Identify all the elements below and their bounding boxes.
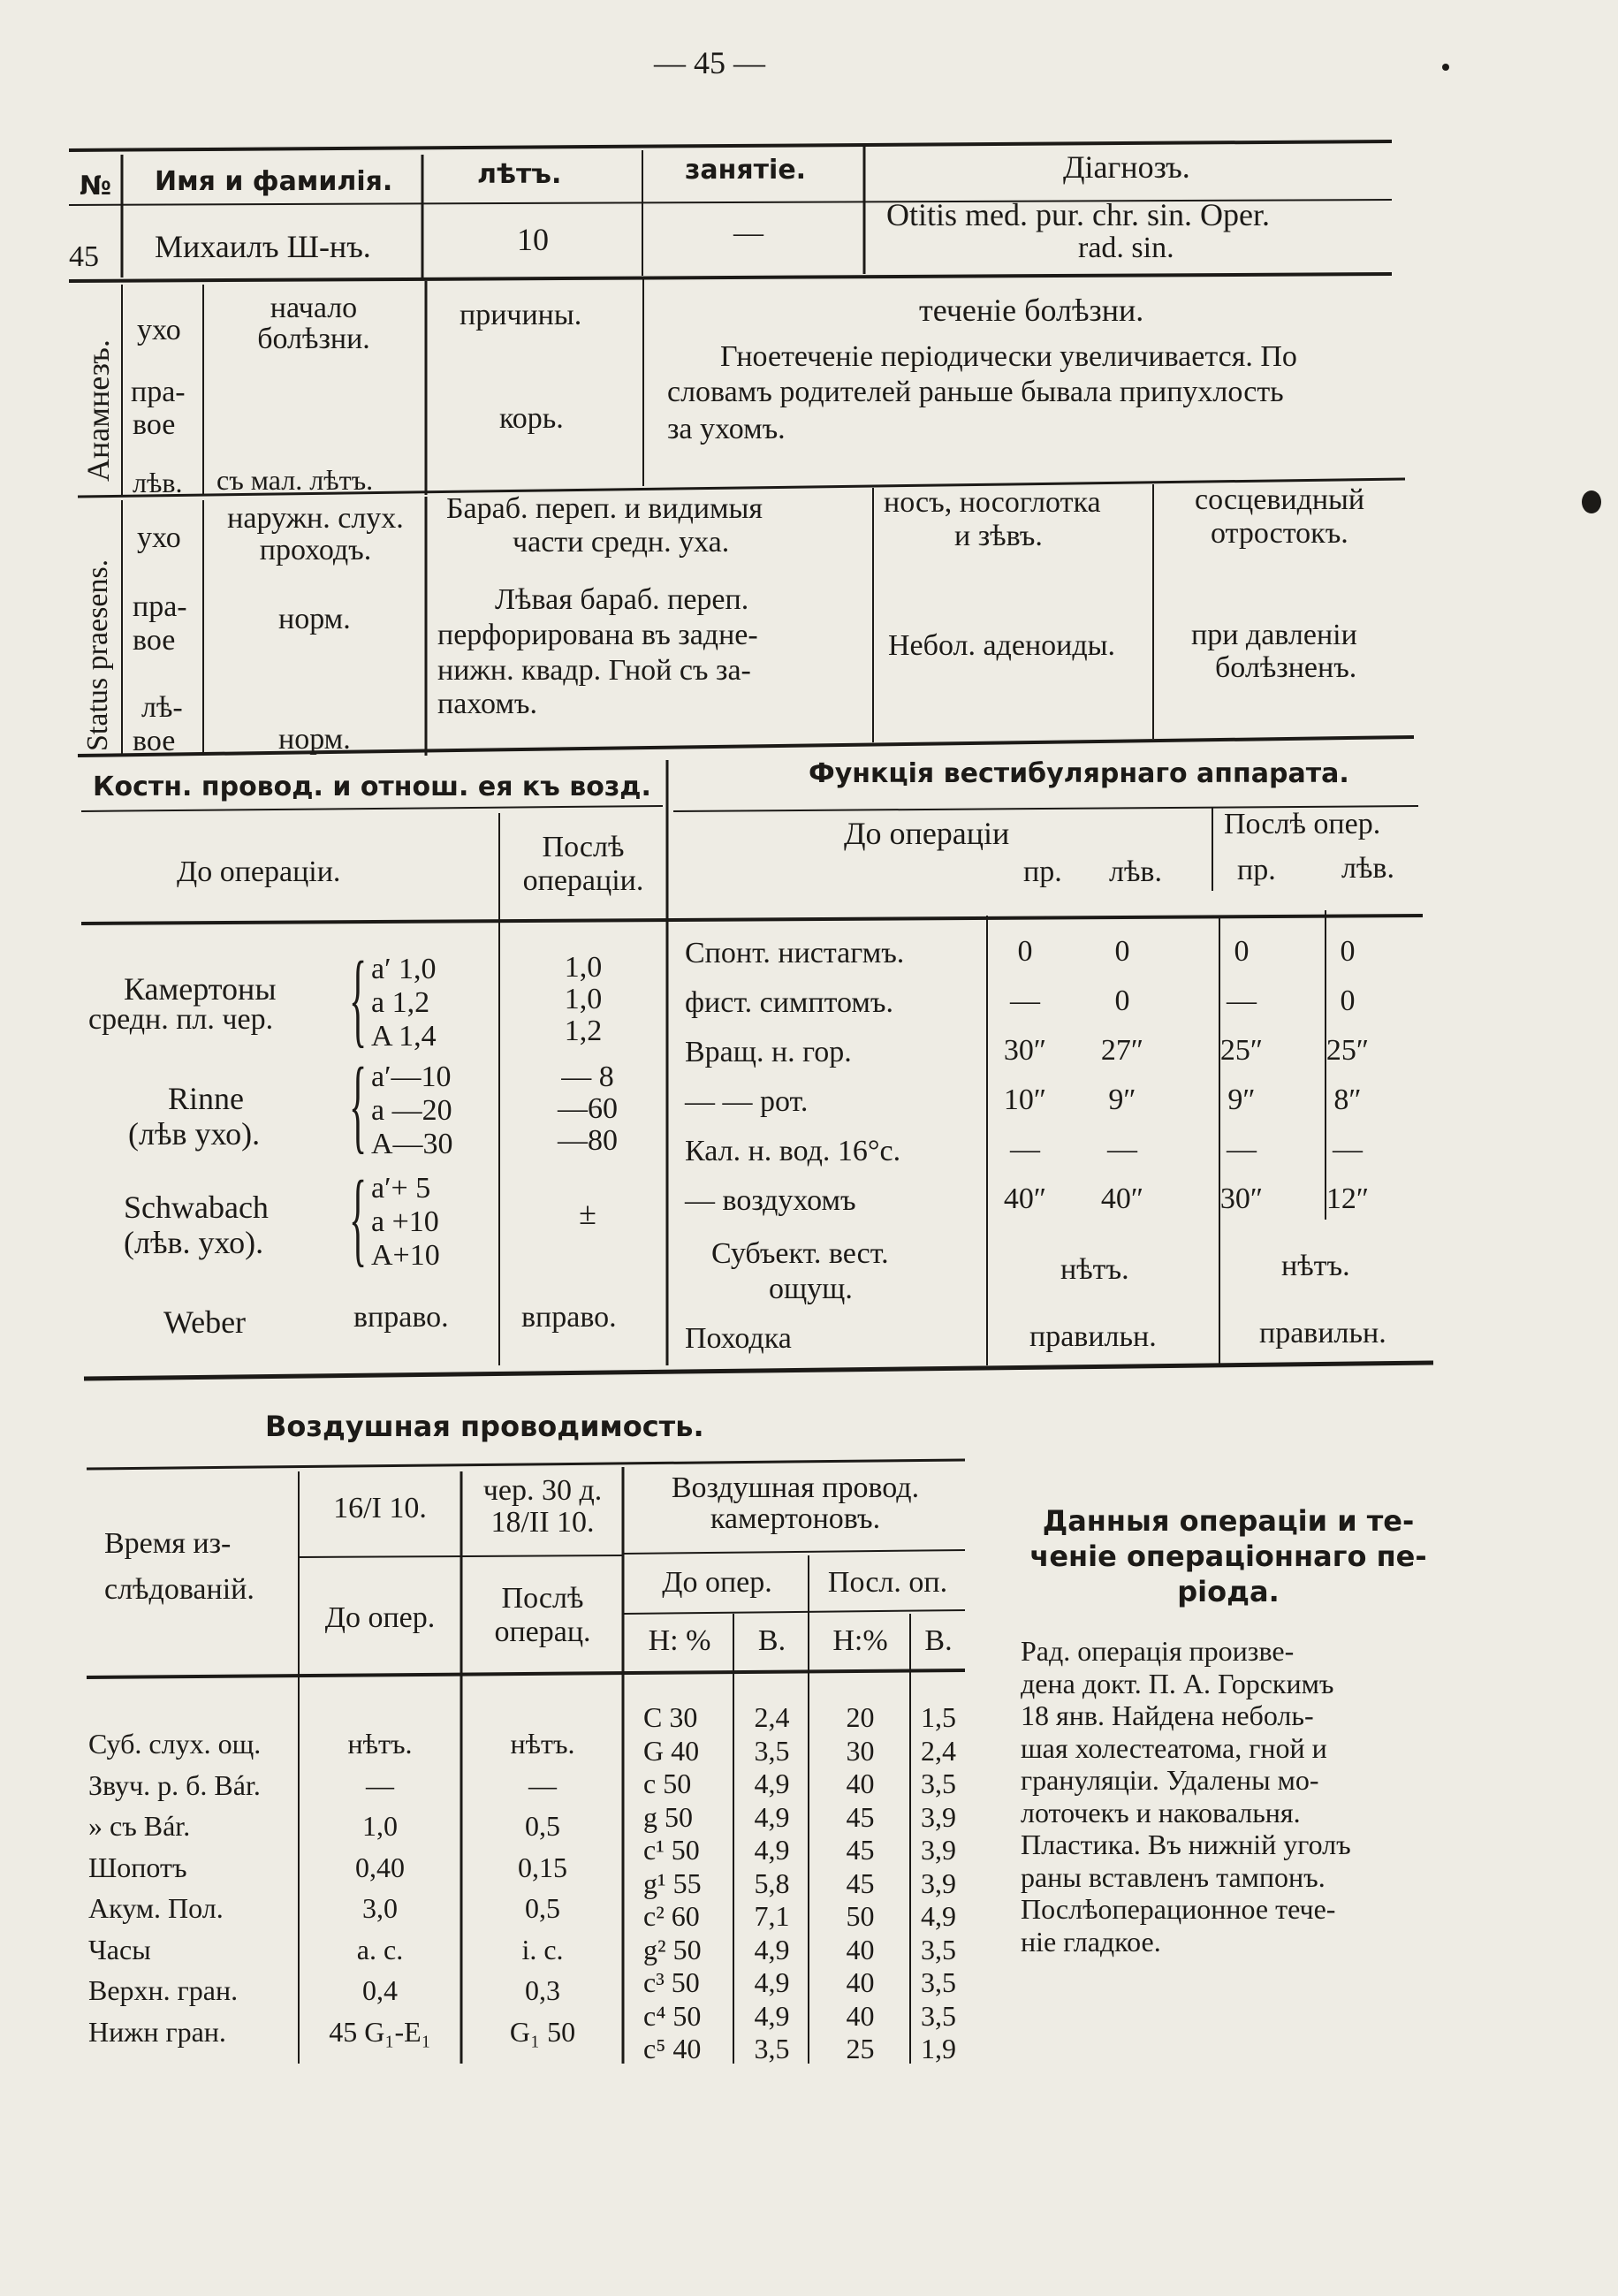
page-number: — 45 — — [654, 45, 765, 80]
vestibular-row-value: 40″ — [1003, 1182, 1047, 1215]
status-mastoid-value1: при давленіи — [1191, 619, 1357, 651]
fork-before-b: 4,9 — [754, 1933, 790, 1965]
anamnesis-cause-value: корь. — [499, 402, 564, 435]
status-nose-value: Небол. аденоиды. — [888, 629, 1115, 662]
vestibular-row-label: — — рот. — [685, 1085, 809, 1118]
anamnesis-onset-line1: начало — [270, 292, 358, 324]
status-drum-line1: Бараб. переп. и видимыя — [446, 492, 763, 525]
vestibular-row-value: — — [1107, 1133, 1137, 1166]
weber-before: вправо. — [353, 1301, 449, 1334]
schwabach-after: ± — [579, 1196, 596, 1231]
operation-text-line: дена докт. П. А. Горскимъ — [1021, 1667, 1334, 1699]
rinne-after: —60 — [558, 1092, 618, 1125]
vestibular-row-value: 0 — [1114, 985, 1130, 1017]
fork-tone: c⁴ 50 — [643, 1999, 702, 2032]
vestibular-row-value: 0 — [1114, 935, 1130, 968]
status-nose-line1: носъ, носоглотка — [884, 486, 1101, 519]
fork-before-b: 4,9 — [754, 1834, 790, 1866]
status-canal-line2: проходъ. — [259, 534, 372, 566]
fork-after-h: 40 — [846, 1768, 875, 1799]
air-date-2-line1: чер. 30 д. — [482, 1474, 603, 1507]
vestibular-row-value: — — [1227, 1133, 1257, 1166]
vestibular-row-label: Спонт. нистагмъ. — [685, 937, 905, 969]
status-ear-4: лѣ- — [141, 691, 183, 724]
vestibular-row-value: — — [1333, 1133, 1363, 1166]
status-ear-2: пра- — [133, 590, 187, 623]
air-row-label: » съ Bár. — [88, 1810, 191, 1842]
vestibular-subj-before: нѣтъ. — [1060, 1253, 1129, 1286]
air-fork-header-line2: камертоновъ. — [710, 1502, 881, 1535]
anamnesis-ear-3: вое — [133, 408, 176, 441]
vestibular-row-label: Вращ. н. гор. — [685, 1036, 852, 1068]
air-title: Воздушная проводимость. — [265, 1410, 704, 1443]
fork-tone: g 50 — [643, 1800, 693, 1833]
status-drum-left-line3: нижн. квадр. Гной съ за- — [437, 654, 751, 687]
tuning-forks-after: 1,2 — [564, 1015, 603, 1047]
vestibular-row-value: 25″ — [1326, 1034, 1370, 1067]
brace: { — [349, 1159, 368, 1276]
rinne-after: — 8 — [561, 1061, 614, 1093]
air-row-after: G₁ 50 — [509, 2015, 576, 2048]
vestibular-row-value: 0 — [1234, 935, 1250, 968]
fork-before-b: 4,9 — [754, 1999, 790, 2032]
air-h-header: H: % — [648, 1624, 711, 1657]
vestibular-row-value: 8″ — [1333, 1083, 1362, 1116]
vestibular-row-label: фист. симптомъ. — [685, 986, 893, 1019]
air-row-after: 0,5 — [525, 1810, 560, 1842]
vestibular-after-header: Послѣ опер. — [1224, 808, 1381, 840]
vestibular-row-value: 0 — [1017, 935, 1033, 968]
air-fork-after: Посл. оп. — [827, 1566, 948, 1599]
rinne-label-line2: (лѣв ухо). — [128, 1116, 261, 1152]
patient-name: Михаилъ Ш-нъ. — [155, 229, 371, 264]
ink-spot — [1582, 490, 1601, 513]
fork-tone: g¹ 55 — [643, 1866, 702, 1899]
air-row-before: 0,40 — [355, 1851, 405, 1883]
air-b-header: B. — [757, 1624, 786, 1657]
bone-after-header-line1: Послѣ — [542, 831, 625, 863]
fork-after-b: 3,9 — [921, 1834, 956, 1866]
status-canal-line1: наружн. слух. — [227, 502, 404, 535]
air-row-after: 0,3 — [525, 1974, 560, 2006]
air-time-header-line1: Время из- — [104, 1527, 232, 1560]
vestibular-row-value: 10″ — [1003, 1083, 1047, 1116]
air-after-op-line1: Послѣ — [501, 1582, 584, 1615]
status-ear-3: вое — [133, 624, 176, 657]
fork-after-b: 3,5 — [921, 1966, 956, 1998]
status-canal-left: норм. — [278, 723, 351, 756]
weber-after: вправо. — [521, 1301, 617, 1334]
fork-before-b: 4,9 — [754, 1768, 790, 1799]
operation-text-line: 18 янв. Найдена неболь- — [1021, 1699, 1314, 1731]
fork-tone: c² 60 — [643, 1900, 700, 1932]
air-row-label: Часы — [88, 1933, 151, 1965]
fork-after-h: 50 — [846, 1900, 875, 1932]
header-occupation: занятіе. — [685, 155, 807, 186]
vestibular-row-value: 12″ — [1326, 1182, 1370, 1215]
anamnesis-ear-2: пра- — [131, 376, 186, 408]
vestibular-row-label: — воздухомъ — [685, 1184, 856, 1217]
schwabach-label-line2: (лѣв. ухо). — [124, 1225, 264, 1260]
fork-before-b: 4,9 — [754, 1966, 790, 1998]
bone-before-header: До операціи. — [177, 855, 341, 888]
vestibular-row-label: Кал. н. вод. 16°c. — [685, 1135, 901, 1167]
fork-tone: c 50 — [643, 1768, 692, 1799]
brace: { — [349, 1045, 368, 1163]
status-drum-left-line4: пахомъ. — [437, 688, 537, 720]
bone-title: Костн. провод. и отнош. ея къ возд. — [93, 772, 651, 802]
fork-after-h: 40 — [846, 1966, 875, 1998]
status-ear-1: ухо — [137, 521, 181, 554]
fork-after-b: 1,9 — [921, 2033, 956, 2064]
vestibular-pr-header: пр. — [1023, 855, 1062, 888]
air-row-before: 3,0 — [362, 1892, 398, 1924]
status-label: Status praesens. — [81, 559, 114, 751]
fork-after-b: 2,4 — [921, 1734, 956, 1767]
fork-tone: c³ 50 — [643, 1966, 700, 1998]
vestibular-subj-after: нѣтъ. — [1281, 1250, 1350, 1282]
anamnesis-course-line3: за ухомъ. — [667, 413, 786, 445]
air-row-label: Суб. слух. ощ. — [88, 1728, 262, 1760]
vestibular-row-value: 0 — [1340, 935, 1356, 968]
fork-after-h: 20 — [846, 1701, 875, 1733]
fork-before-b: 4,9 — [754, 1800, 790, 1833]
operation-title-line2: ченіе операціоннаго пе- — [1029, 1540, 1427, 1573]
fork-tone: C 30 — [643, 1701, 698, 1733]
fork-after-h: 45 — [846, 1834, 875, 1866]
vestibular-row-value: 9″ — [1108, 1083, 1136, 1116]
anamnesis-ear-1: ухо — [137, 314, 181, 346]
tuning-forks-label-line2: средн. пл. чер. — [88, 1003, 274, 1036]
status-drum-line2: части средн. уха. — [513, 526, 730, 559]
schwabach-value: A+10 — [371, 1239, 440, 1272]
operation-text-line: грануляціи. Удалены мо- — [1021, 1764, 1319, 1796]
rinne-after: —80 — [558, 1124, 618, 1157]
anamnesis-causes: причины. — [460, 299, 582, 331]
tuning-forks-label-line1: Камертоны — [124, 971, 277, 1007]
rinne-label-line1: Rinne — [168, 1081, 244, 1116]
vestibular-subj-line1: Субъект. вест. — [711, 1237, 889, 1270]
vestibular-title: Функція вестибулярнаго аппарата. — [809, 758, 1349, 789]
tuning-forks-after: 1,0 — [564, 983, 603, 1015]
air-row-before: 0,4 — [362, 1974, 398, 2006]
operation-text-line: лоточекъ и наковальня. — [1021, 1796, 1301, 1828]
air-row-after: i. c. — [521, 1933, 564, 1965]
air-b-header: B. — [924, 1624, 953, 1657]
air-row-after: 0,5 — [525, 1892, 560, 1924]
tuning-forks-value: a 1,2 — [371, 986, 430, 1019]
fork-after-h: 45 — [846, 1866, 875, 1899]
status-drum-left-line2: перфорирована въ задне- — [437, 619, 758, 651]
fork-after-b: 3,5 — [921, 1933, 956, 1965]
header-name: Имя и фамилія. — [155, 166, 393, 197]
fork-before-b: 7,1 — [754, 1900, 790, 1932]
air-date-2-line2: 18/II 10. — [490, 1506, 595, 1539]
rinne-value: a —20 — [371, 1094, 452, 1127]
fork-tone: c¹ 50 — [643, 1834, 700, 1866]
air-fork-before: До опер. — [662, 1566, 772, 1599]
patient-age: 10 — [517, 222, 549, 257]
air-row-after: нѣтъ. — [510, 1728, 575, 1760]
tuning-forks-value: a′ 1,0 — [371, 953, 437, 985]
air-h-header: H:% — [832, 1624, 888, 1657]
fork-after-b: 4,9 — [921, 1900, 956, 1932]
fork-after-b: 3,9 — [921, 1866, 956, 1899]
fork-before-b: 3,5 — [754, 2033, 790, 2064]
patient-no: 45 — [69, 240, 99, 273]
status-canal-right: норм. — [278, 603, 351, 635]
vestibular-row-value: 27″ — [1100, 1034, 1144, 1067]
vestibular-before-header: До операціи — [844, 816, 1010, 851]
operation-text-line: Послѣоперационное тече- — [1021, 1893, 1336, 1925]
operation-text-line: раны вставленъ тампонъ. — [1021, 1860, 1326, 1893]
schwabach-value: a +10 — [371, 1205, 439, 1238]
rinne-value: A—30 — [371, 1128, 453, 1160]
air-fork-header-line1: Воздушная провод. — [671, 1471, 920, 1504]
fork-before-b: 5,8 — [754, 1866, 790, 1899]
schwabach-label-line1: Schwabach — [124, 1190, 269, 1225]
header-no: № — [80, 171, 112, 201]
tuning-forks-after: 1,0 — [564, 951, 603, 984]
vestibular-gait-before: правильн. — [1029, 1320, 1157, 1353]
status-mastoid-value2: болѣзненъ. — [1215, 651, 1357, 684]
operation-text-line: ніе гладкое. — [1021, 1925, 1161, 1958]
air-date-1: 16/I 10. — [333, 1492, 427, 1524]
status-mastoid-line1: сосцевидный — [1195, 483, 1365, 516]
vestibular-pr-header: пр. — [1237, 854, 1276, 886]
fork-after-b: 3,5 — [921, 1768, 956, 1799]
fork-after-h: 30 — [846, 1734, 875, 1767]
fork-after-b: 3,5 — [921, 1999, 956, 2032]
vestibular-row-value: 30″ — [1003, 1034, 1047, 1067]
status-drum-left-line1: Лѣвая бараб. переп. — [495, 583, 749, 616]
air-row-before: 1,0 — [362, 1810, 398, 1842]
brace: { — [349, 939, 368, 1057]
status-ear-5: вое — [133, 725, 176, 757]
air-row-label: Верхн. гран. — [88, 1974, 239, 2006]
vestibular-lv-header: лѣв. — [1341, 852, 1394, 885]
vestibular-row-value: — — [1010, 1133, 1040, 1166]
vestibular-gait-after: правильн. — [1259, 1317, 1386, 1349]
anamnesis-course-title: теченіе болѣзни. — [919, 293, 1144, 328]
operation-text-line: Пластика. Въ нижній уголъ — [1021, 1828, 1351, 1860]
vestibular-lv-header: лѣв. — [1109, 855, 1162, 888]
patient-diagnosis-line1: Otitis med. pur. chr. sin. Oper. — [886, 197, 1270, 232]
header-age: лѣтъ. — [477, 159, 562, 190]
air-row-label: Звуч. р. б. Bár. — [88, 1768, 261, 1801]
weber-label: Weber — [163, 1304, 247, 1340]
anamnesis-course-line1: Гноетеченіе періодически увеличивается. По — [720, 340, 1297, 373]
ink-spot — [1442, 64, 1449, 71]
air-after-op-line2: операц. — [494, 1616, 591, 1648]
vestibular-row-value: 30″ — [1219, 1182, 1264, 1215]
header-diagnosis: Діагнозъ. — [1063, 149, 1190, 185]
fork-after-h: 45 — [846, 1800, 875, 1833]
vestibular-row-value: — — [1227, 985, 1257, 1017]
air-before-op: До опер. — [324, 1601, 436, 1634]
vestibular-gait-label: Походка — [685, 1322, 792, 1355]
fork-after-h: 40 — [846, 1999, 875, 2032]
patient-occupation: — — [733, 217, 763, 249]
operation-title-line1: Данныя операціи и те- — [1042, 1504, 1415, 1538]
air-row-before: a. c. — [356, 1933, 404, 1965]
fork-tone: G 40 — [643, 1734, 700, 1767]
air-row-label: Шопотъ — [88, 1851, 187, 1883]
air-row-before: — — [366, 1768, 394, 1801]
anamnesis-ear-4: лѣв. — [133, 467, 183, 498]
air-row-label: Нижн гран. — [88, 2015, 226, 2048]
vestibular-subj-line2: ощущ. — [769, 1273, 853, 1305]
vestibular-row-value: — — [1010, 985, 1040, 1017]
air-row-before: 45 G₁-E₁ — [329, 2015, 431, 2048]
patient-diagnosis-line2: rad. sin. — [1078, 232, 1174, 264]
air-row-label: Акум. Пол. — [88, 1892, 224, 1924]
fork-before-b: 3,5 — [754, 1734, 790, 1767]
fork-after-b: 1,5 — [921, 1701, 956, 1733]
fork-tone: c⁵ 40 — [643, 2033, 702, 2064]
fork-after-b: 3,9 — [921, 1800, 956, 1833]
air-row-after: — — [528, 1768, 557, 1801]
anamnesis-onset-line2: болѣзни. — [257, 323, 370, 355]
fork-before-b: 2,4 — [754, 1701, 790, 1733]
bone-after-header-line2: операціи. — [522, 864, 644, 897]
anamnesis-course-line2: словамъ родителей раньше бывала припухлость — [667, 376, 1284, 408]
operation-title-line3: ріода. — [1177, 1575, 1280, 1608]
status-mastoid-line2: отростокъ. — [1211, 517, 1348, 550]
operation-text-line: Рад. операція произве- — [1021, 1635, 1295, 1667]
vestibular-row-value: 40″ — [1100, 1182, 1144, 1215]
vestibular-row-value: 0 — [1340, 985, 1356, 1017]
schwabach-value: a′+ 5 — [371, 1172, 431, 1205]
rinne-value: a′—10 — [371, 1061, 452, 1093]
air-time-header-line2: слѣдованій. — [104, 1573, 254, 1606]
anamnesis-onset-left: съ мал. лѣтъ. — [216, 464, 374, 496]
status-nose-line2: и зѣвъ. — [954, 520, 1043, 552]
anamnesis-label: Анамнезъ. — [80, 339, 116, 482]
fork-after-h: 25 — [846, 2033, 875, 2064]
tuning-forks-value: A 1,4 — [371, 1020, 437, 1053]
fork-after-h: 40 — [846, 1933, 875, 1965]
air-row-after: 0,15 — [518, 1851, 567, 1883]
fork-tone: g² 50 — [643, 1933, 702, 1965]
vestibular-row-value: 25″ — [1219, 1034, 1264, 1067]
air-row-before: нѣтъ. — [347, 1728, 413, 1760]
operation-text-line: шая холестеатома, гной и — [1021, 1731, 1327, 1764]
vestibular-row-value: 9″ — [1227, 1083, 1256, 1116]
